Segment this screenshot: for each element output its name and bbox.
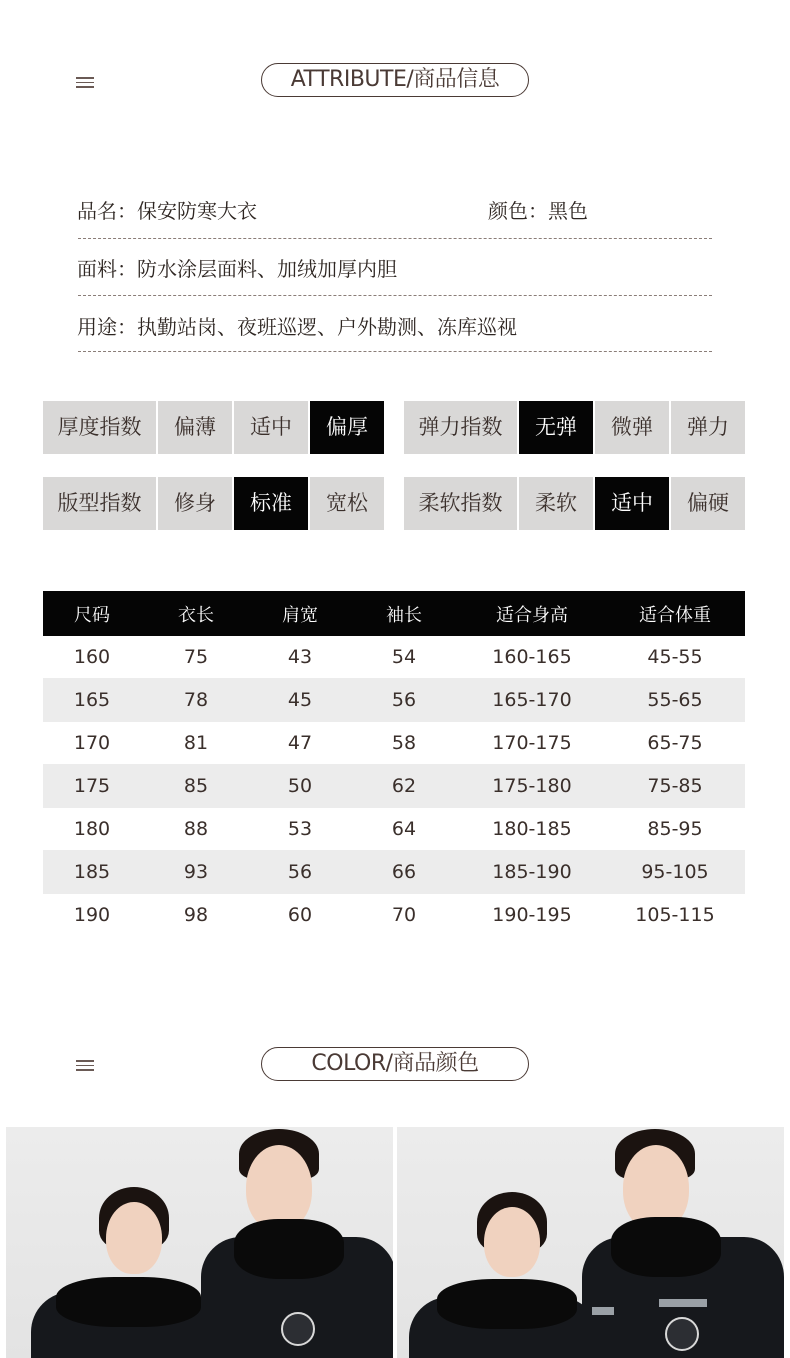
hamburger-icon	[76, 77, 94, 91]
table-cell: 47	[251, 722, 349, 764]
product-photo	[397, 1127, 784, 1358]
table-cell: 185	[43, 850, 141, 894]
table-row	[43, 850, 745, 894]
index-option: 标准	[234, 477, 308, 530]
hamburger-icon	[76, 1060, 94, 1074]
index-option: 修身	[158, 477, 232, 530]
table-cell: 98	[141, 894, 251, 936]
table-cell: 160-165	[459, 636, 605, 678]
table-cell: 165-170	[459, 678, 605, 722]
table-cell: 175	[43, 764, 141, 808]
attr-color: 颜色：黑色	[488, 199, 588, 223]
table-cell: 160	[43, 636, 141, 678]
index-option: 弹力	[671, 401, 745, 454]
table-cell: 43	[251, 636, 349, 678]
table-row	[43, 678, 745, 722]
table-cell: 93	[141, 850, 251, 894]
attr-fabric: 面料：防水涂层面料、加绒加厚内胆	[77, 257, 397, 281]
model-figures	[397, 1127, 784, 1358]
table-header: 袖长	[349, 591, 459, 636]
table-row	[43, 636, 745, 678]
table-cell: 180	[43, 808, 141, 850]
table-header: 衣长	[141, 591, 251, 636]
table-cell: 45-55	[605, 636, 745, 678]
table-cell: 66	[349, 850, 459, 894]
table-cell: 56	[349, 678, 459, 722]
table-header: 尺码	[43, 591, 141, 636]
table-cell: 54	[349, 636, 459, 678]
divider	[78, 295, 712, 296]
section-title-color: COLOR/商品颜色	[261, 1047, 529, 1081]
divider	[78, 238, 712, 239]
table-cell: 64	[349, 808, 459, 850]
table-cell: 78	[141, 678, 251, 722]
index-label: 厚度指数	[43, 401, 156, 454]
table-cell: 75	[141, 636, 251, 678]
table-cell: 170-175	[459, 722, 605, 764]
table-cell: 75-85	[605, 764, 745, 808]
table-cell: 85-95	[605, 808, 745, 850]
index-option: 宽松	[310, 477, 384, 530]
table-cell: 180-185	[459, 808, 605, 850]
table-cell: 95-105	[605, 850, 745, 894]
index-option: 微弹	[595, 401, 669, 454]
model-figures	[6, 1127, 393, 1358]
table-cell: 85	[141, 764, 251, 808]
table-header: 适合身高	[459, 591, 605, 636]
table-header-row	[43, 591, 745, 636]
index-softness	[404, 477, 745, 530]
table-header: 肩宽	[251, 591, 349, 636]
section-title-attribute: ATTRIBUTE/商品信息	[261, 63, 529, 97]
index-label: 版型指数	[43, 477, 156, 530]
attr-product-name: 品名：保安防寒大衣	[77, 199, 257, 223]
table-cell: 50	[251, 764, 349, 808]
product-photo	[6, 1127, 393, 1358]
table-cell: 81	[141, 722, 251, 764]
table-cell: 88	[141, 808, 251, 850]
index-option: 偏硬	[671, 477, 745, 530]
table-cell: 65-75	[605, 722, 745, 764]
index-label: 柔软指数	[404, 477, 517, 530]
index-option: 适中	[595, 477, 669, 530]
table-row	[43, 764, 745, 808]
index-option: 无弹	[519, 401, 593, 454]
table-cell: 70	[349, 894, 459, 936]
table-cell: 53	[251, 808, 349, 850]
table-cell: 62	[349, 764, 459, 808]
index-option: 适中	[234, 401, 308, 454]
table-cell: 105-115	[605, 894, 745, 936]
table-cell: 185-190	[459, 850, 605, 894]
table-row	[43, 894, 745, 936]
table-row	[43, 722, 745, 764]
divider	[78, 351, 712, 352]
table-cell: 56	[251, 850, 349, 894]
table-cell: 175-180	[459, 764, 605, 808]
index-label: 弹力指数	[404, 401, 517, 454]
index-thickness	[43, 401, 384, 454]
table-cell: 170	[43, 722, 141, 764]
table-row	[43, 808, 745, 850]
table-cell: 190-195	[459, 894, 605, 936]
table-cell: 45	[251, 678, 349, 722]
index-option: 偏薄	[158, 401, 232, 454]
index-fit	[43, 477, 384, 530]
table-cell: 60	[251, 894, 349, 936]
size-table	[43, 591, 745, 936]
index-option: 柔软	[519, 477, 593, 530]
table-cell: 165	[43, 678, 141, 722]
table-cell: 55-65	[605, 678, 745, 722]
attr-usage: 用途：执勤站岗、夜班巡逻、户外勘测、冻库巡视	[77, 315, 517, 339]
index-elasticity	[404, 401, 745, 454]
table-cell: 190	[43, 894, 141, 936]
index-option: 偏厚	[310, 401, 384, 454]
table-cell: 58	[349, 722, 459, 764]
table-header: 适合体重	[605, 591, 745, 636]
